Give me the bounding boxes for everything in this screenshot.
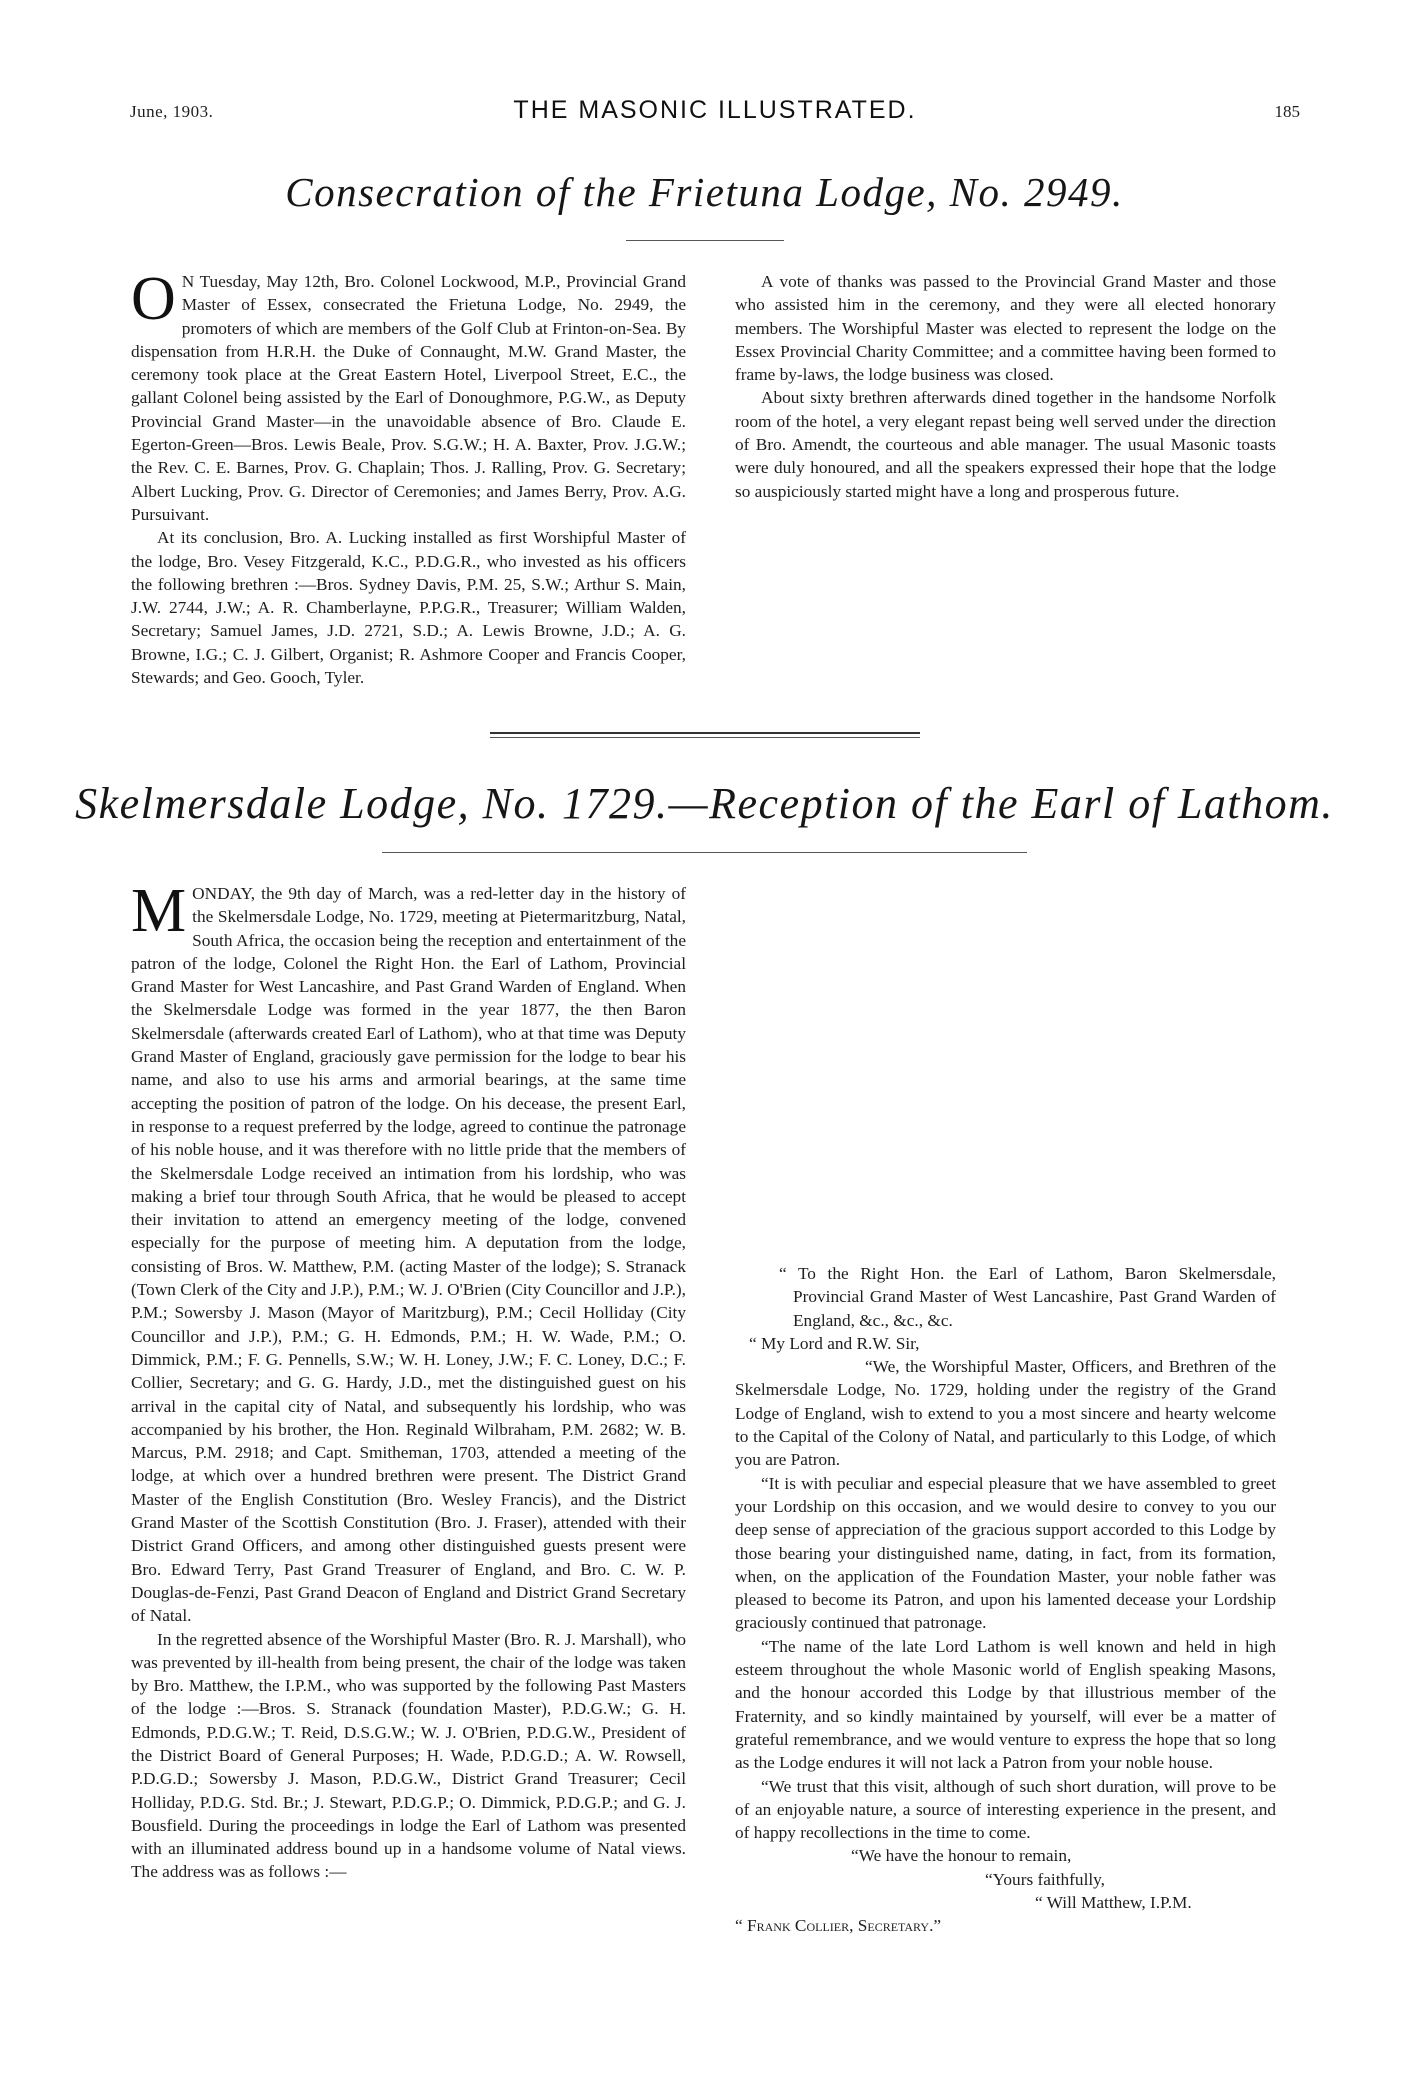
title-rule (382, 852, 1027, 853)
section-divider (490, 732, 920, 734)
signature-secretary: “ Frank Collier, Secretary.” (735, 1916, 942, 1936)
article-1-paragraph: O N Tuesday, May 12th, Bro. Colonel Lockwood, M.P., Provincial Grand Master of Essex, consecrated the Frietuna Lodge, No. 2949, the promoters of which are members of the Golf Club at Frinton-on-Sea. By dispensation from H.R.H. the Duke of Connaught, M.W. Grand Master, the ceremony took place at the Great Eastern Hotel, Liverpool Street, E.C., the gallant Colonel being assisted by the Earl of Donoughmore, P.G.W., as Deputy Provincial Grand Master—in the unavoidable absence of Bro. Claude E. Egerton-Green—Bros. Lewis Beale, Prov. S.G.W.; H. A. Baxter, Prov. J.G.W.; the Rev. C. E. Barnes, Prov. G. Chaplain; Thos. J. Ralling, Prov. G. Secretary; Albert Lucking, Prov. G. Director of Ceremonies; and James Berry, Prov. A.G. Pursuivant. (131, 265, 686, 524)
address-valediction: “Yours faithfully, (985, 1869, 1106, 1889)
section-divider (490, 737, 920, 738)
drop-cap: M (131, 877, 187, 945)
address-salutation: “ My Lord and R.W. Sir, (749, 1333, 920, 1353)
article-1-paragraph: At its conclusion, Bro. A. Lucking installed as first Worshipful Master of the lodge, Bro. Vesey Fitzgerald, K.C., P.D.G.R., who invested as his officers the following brethren :—Bros. Sydney Davis, P.M. 25, S.W.; Arthur S. Main, J.W. 2744, J.W.; A. R. Chamberlayne, P.P.G.R., Treasurer; William Walden, Secretary; Samuel James, J.D. 2721, S.D.; A. Lewis Browne, J.D.; A. G. Browne, I.G.; C. J. Gilbert, Organist; R. Ashmore Cooper and Francis Cooper, Stewards; and Geo. Gooch, Tyler. (131, 528, 686, 688)
title-rule (626, 240, 784, 241)
page-number: 185 (1274, 102, 1300, 121)
issue-date: June, 1903. (130, 102, 214, 121)
article-2-title: Skelmersdale Lodge, No. 1729.—Reception of the Earl of Lathom. (75, 779, 1334, 828)
article-1-paragraph: About sixty brethren afterwards dined together in the handsome Norfolk room of the hotel, a very elegant repast being well served under the direction of Bro. Amendt, the courteous and able manager. The usual Masonic toasts were duly honoured, and all the speakers expressed their hope that the lodge so auspiciously started might have a long and prosperous future. (735, 388, 1276, 501)
address-paragraph: “It is with peculiar and especial pleasure that we have assembled to greet your Lordship on this occasion, and we would desire to convey to you our deep sense of appreciation of the gracious support accorded to this Lodge by those bearing your distinguished name, dating, in fact, from its formation, when, on the application of the Foundation Master, your noble father was pleased to become its Patron, and upon his lamented decease your Lordship graciously continued that patronage. (735, 1473, 1276, 1633)
article-1-column-right (735, 270, 1276, 503)
article-2-paragraph: MONDAY, the 9th day of March, was a red-letter day in the history of the Skelmersdale Lodge, No. 1729, meeting at Pietermaritzburg, Natal, South Africa, the occasion being the reception and entertainment of the patron of the lodge, Colonel the Right Hon. the Earl of Lathom, Provincial Grand Master for West Lancashire, and Past Grand Warden of England. When the Skelmersdale Lodge was formed in the year 1877, the then Baron Skelmersdale (afterwards created Earl of Lathom), who at that time was Deputy Grand Master of England, graciously gave permission for the lodge to bear his name, and also to use his arms and armorial bearings, at the same time accepting the position of patron of the lodge. On his decease, the present Earl, in response to a request preferred by the lodge, agreed to continue the patronage of his noble house, and it was therefore with no little pride that the members of the Skelmersdale Lodge received an intimation from his lordship, who was making a brief tour through South Africa, that he would be pleased to accept their invitation to attend an emergency meeting of the lodge, convened especially for the purpose of meeting him. A deputation from the lodge, consisting of Bros. W. Matthew, P.M. (acting Master of the lodge); S. Stranack (Town Clerk of the City and J.P.), P.M.; W. J. O'Brien (City Councillor and J.P.), P.M.; Sowersby J. Mason (Mayor of Maritzburg), P.M.; Cecil Holliday (City Councillor and J.P.), P.M.; G. H. Edmonds, P.M.; H. W. Wade, P.M.; O. Dimmick, P.M.; F. G. Pennells, S.W.; W. H. Loney, J.W.; F. C. Loney, D.C.; F. Collier, Secretary; and G. G. Hardy, J.D., met the distinguished guest on his arrival in the capital city of Natal, and subsequently his lordship, who was accompanied by his brother, the Hon. Reginald Wilbraham, P.M. 2682; W. B. Marcus, P.M. 2918; and Capt. Smitheman, 1703, attended a meeting of the lodge, at which over a hundred brethren were present. The District Grand Master of the English Constitution (Bro. Wesley Francis), and the District Grand Master of the Scottish Constitution (Bro. J. Fraser), attended with their District Grand Officers, and among other distinguished guests present were Bro. Edward Terry, Past Grand Treasurer of England, and Bro. C. W. P. Douglas-de-Fenzi, Past Grand Deacon of England and District Grand Secretary of Natal. (131, 877, 686, 1626)
address-paragraph: “We trust that this visit, although of such short duration, will prove to be of an enjoyable nature, a source of interesting experience in the present, and of happy recollections in the time to come. (735, 1776, 1276, 1843)
article-2-column-right (735, 1262, 1276, 1938)
address-heading: “ To the Right Hon. the Earl of Lathom, Baron Skelmersdale, Provincial Grand Master of West Lancashire, Past Grand Warden of England, &c., &c., &c. (779, 1264, 1276, 1330)
journal-title: THE MASONIC ILLUSTRATED. (513, 96, 917, 124)
article-2-column-left (131, 877, 686, 1884)
drop-cap: O (131, 265, 176, 333)
article-1-column-left (131, 265, 686, 689)
signature-master: “ Will Matthew, I.P.M. (1035, 1893, 1192, 1913)
article-2-paragraph: In the regretted absence of the Worshipful Master (Bro. R. J. Marshall), who was prevented by ill-health from being present, the chair of the lodge was taken by Bro. Matthew, the I.P.M., who was supported by the following Past Masters of the lodge :—Bros. S. Stranack (foundation Master), P.D.G.W.; G. H. Edmonds, P.D.G.W.; T. Reid, D.S.G.W.; W. J. O'Brien, P.D.G.W., President of the District Board of General Purposes; H. Wade, P.D.G.D.; A. W. Rowsell, P.D.G.D.; Sowersby J. Mason, P.D.G.W., District Grand Treasurer; Cecil Holliday, P.D.G. Std. Br.; J. Stewart, P.D.G.P.; O. Dimmick, P.D.G.P.; and G. J. Bousfield. During the proceedings in lodge the Earl of Lathom was presented with an illuminated address bound up in a handsome volume of Natal views. The address was as follows :— (131, 1629, 686, 1882)
running-header (130, 96, 1300, 130)
article-1-title: Consecration of the Frietuna Lodge, No. 2949. (285, 169, 1124, 215)
address-closing: “We have the honour to remain, (851, 1846, 1072, 1866)
address-paragraph: “We, the Worshipful Master, Officers, and Brethren of the Skelmersdale Lodge, No. 1729, holding under the registry of the Grand Lodge of England, wish to extend to you a most sincere and hearty welcome to the Capital of the Colony of Natal, and particularly to this Lodge, of which you are Patron. (735, 1357, 1276, 1470)
article-1-paragraph: A vote of thanks was passed to the Provincial Grand Master and those who assisted him in the ceremony, and they were all elected honorary members. The Worshipful Master was elected to represent the lodge on the Essex Provincial Charity Committee; and a committee having been formed to frame by-laws, the lodge business was closed. (735, 272, 1276, 385)
address-paragraph: “The name of the late Lord Lathom is well known and held in high esteem throughout the whole Masonic world of English speaking Masons, and the honour accorded this Lodge by that illustrious member of the Fraternity, and so kindly maintained by yourself, will ever be a matter of grateful remembrance, and we would venture to express the hope that so long as the Lodge endures it will not lack a Patron from your noble house. (735, 1636, 1276, 1773)
